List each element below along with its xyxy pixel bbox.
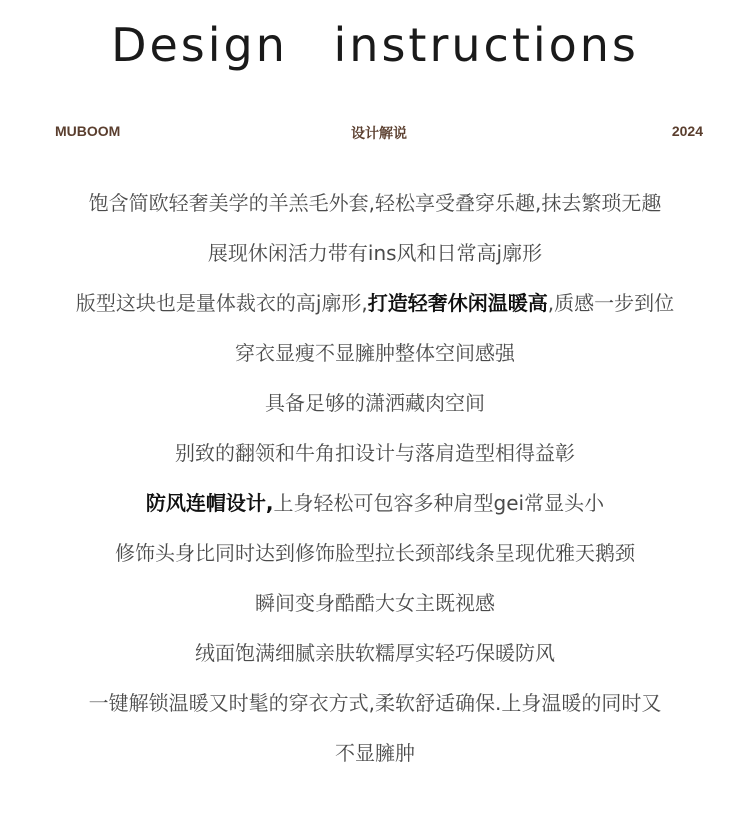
text-line-2: 展现休闲活力带有ins风和日常高j廓形 <box>207 241 543 265</box>
page-title: Design instructions <box>111 18 639 72</box>
text-line-12: 不显臃肿 <box>335 741 415 765</box>
section-subtitle: 设计解说 <box>351 125 407 141</box>
text-line-3-highlight: 打造轻奢休闲温暖高 <box>367 291 548 315</box>
year-label: 2024 <box>671 123 703 139</box>
description-text <box>0 186 750 786</box>
meta-bar <box>55 123 703 143</box>
brand-name: MUBOOM <box>55 123 121 139</box>
text-line-4: 穿衣显瘦不显臃肿整体空间感强 <box>235 341 515 365</box>
text-line-5: 具备足够的潇洒藏肉空间 <box>265 391 485 415</box>
text-line-1: 饱含简欧轻奢美学的羊羔毛外套,轻松享受叠穿乐趣,抹去繁琐无趣 <box>88 191 662 215</box>
text-line-6: 别致的翻领和牛角扣设计与落肩造型相得益彰 <box>175 441 575 465</box>
text-line-3 <box>0 286 750 336</box>
text-line-11: 一键解锁温暖又时髦的穿衣方式,柔软舒适确保.上身温暖的同时又 <box>88 691 662 715</box>
text-line-7 <box>0 486 750 536</box>
text-line-10: 绒面饱满细腻亲肤软糯厚实轻巧保暖防风 <box>195 641 555 665</box>
text-line-3-end: ,质感一步到位 <box>547 291 675 315</box>
text-line-7-rest: 上身轻松可包容多种肩型gei常显头小 <box>273 491 605 515</box>
text-line-8: 修饰头身比同时达到修饰脸型拉长颈部线条呈现优雅天鹅颈 <box>115 541 635 565</box>
text-line-7-highlight: 防风连帽设计, <box>145 491 274 515</box>
text-line-3-start: 版型这块也是量体裁衣的高j廓形, <box>75 291 368 315</box>
text-line-9: 瞬间变身酷酷大女主既视感 <box>255 591 495 615</box>
